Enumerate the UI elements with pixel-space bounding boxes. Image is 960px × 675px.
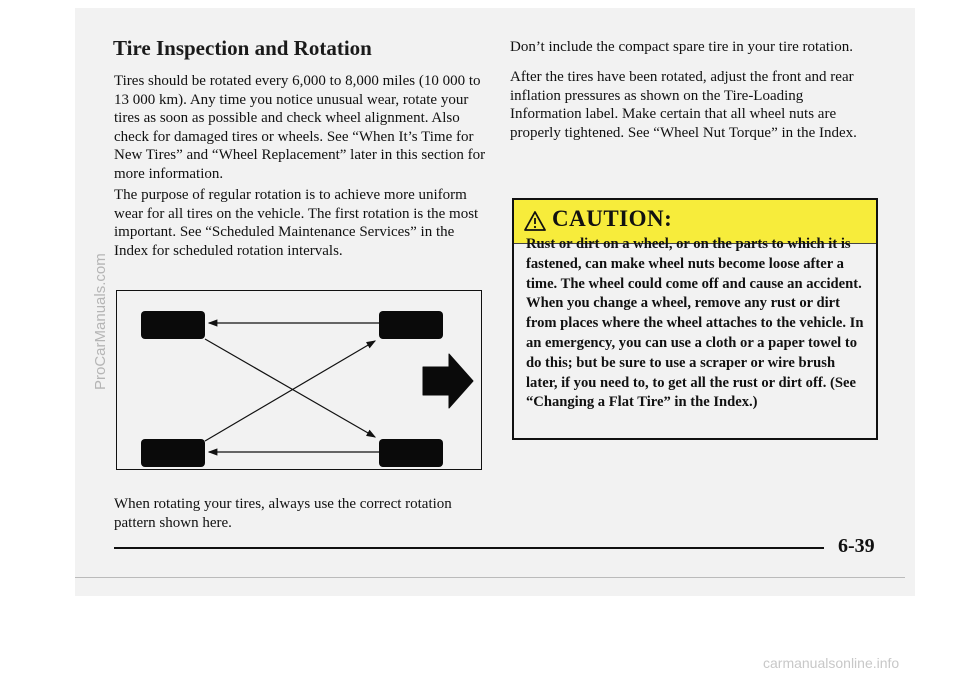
bottom-watermark: carmanualsonline.info [763, 655, 900, 671]
rotation-pattern-graphic [117, 291, 483, 471]
page-edge-line [75, 577, 905, 578]
footer-rule [114, 547, 824, 549]
rotation-purpose-paragraph: The purpose of regular rotation is to achieve more uniform wear for all tires on the vehicle. The first rotation is the most important. See “Scheduled Maintenance Services” in the Index for scheduled rotation intervals. [114, 187, 479, 259]
cross-arrow-icon [205, 339, 375, 437]
rotation-interval-paragraph: Tires should be rotated every 6,000 to 8,000 miles (10 000 to 13 000 km). Any time you notice unusual wear, rotate your tires as soon as possible and check wheel alignment. Also check for damaged tires or wheels. See “When It’s Time for New Tires” and “Wheel Replacement” later in this section for more information. [114, 73, 486, 182]
spare-tire-note: Don’t include the compact spare tire in your tire rotation. [510, 39, 853, 55]
section-title: Tire Inspection and Rotation [113, 36, 372, 60]
post-rotation-paragraph: After the tires have been rotated, adjust the front and rear inflation pressures as shown on the Tire-Loading Information label. Make certain that all wheel nuts are properly tightened. See “Wheel Nut Torque” in the Index. [510, 69, 857, 141]
front-left-tire-icon [141, 311, 205, 339]
diagram-caption: When rotating your tires, always use the correct rotation pattern shown here. [114, 496, 452, 531]
rear-left-tire-icon [141, 439, 205, 467]
warning-triangle-icon [524, 211, 546, 231]
tire-rotation-diagram [116, 290, 482, 470]
forward-arrow-icon [423, 354, 473, 408]
caution-box [512, 198, 878, 440]
page-number: 6-39 [838, 535, 875, 557]
side-watermark: ProCarManuals.com [92, 253, 109, 390]
front-right-tire-icon [379, 311, 443, 339]
cross-arrow-icon [205, 341, 375, 441]
rear-right-tire-icon [379, 439, 443, 467]
caution-text: Rust or dirt on a wheel, or on the parts to which it is fastened, can make wheel nuts become loose after a time. The wheel could come off and cause an accident. When you change a wheel, remove any rust or dirt from places where the wheel attaches to the vehicle. In an emergency, you can use a cloth or a paper towel to do this; but be sure to use a scraper or wire brush later, if you need to, to get all the rust or dirt off. (See “Changing a Flat Tire” in the Index.) [526, 236, 864, 411]
caution-title: CAUTION: [552, 206, 673, 231]
